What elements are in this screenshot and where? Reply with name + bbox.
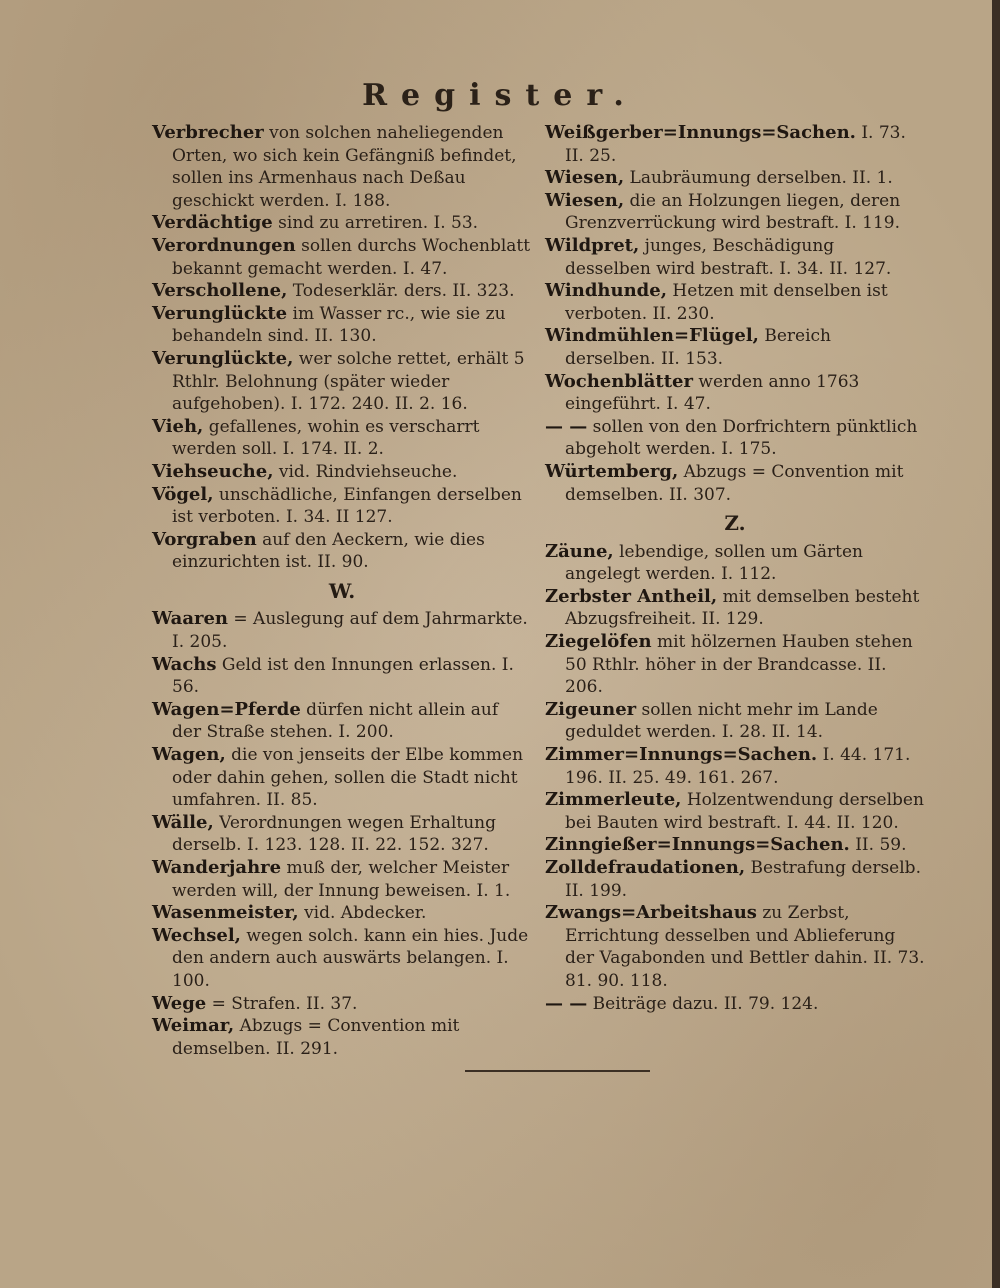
index-entry [545,744,925,789]
page-edge [992,0,1000,1288]
entry-text: lebendige, sollen um Gärten angelegt werden. I. 112. [565,541,863,585]
entry-text: dürfen nicht allein auf der Straße stehen. I. 200. [172,699,499,743]
index-entry [545,631,925,699]
entry-headword: Wagen=Pferde [152,698,301,720]
entry-text: sollen nicht mehr im Lande geduldet werden. I. 28. II. 14. [565,699,878,743]
entry-headword: Verschollene, [152,280,288,302]
entry-text: wegen solch. kann ein hies. Jude den andern auch auswärts belangen. I. 100. [172,925,529,991]
entry-text: Abzugs = Convention mit demselben. II. 291. [172,1016,460,1059]
index-entry [152,212,532,235]
right-column [545,122,925,1015]
entry-headword: Zinngießer=Innungs=Sachen. [545,834,850,856]
index-entry [545,699,925,744]
entry-headword: Weimar, [152,1015,235,1037]
entries-v [152,122,532,574]
entry-headword: Wiesen, [545,167,625,189]
index-entry [152,699,532,744]
index-entry [152,348,532,416]
index-entry [152,303,532,348]
entry-text: mit demselben besteht Abzugsfreiheit. II. 129. [565,586,920,630]
entry-headword: Zimmerleute, [545,789,682,811]
index-entry [152,993,532,1016]
end-rule [465,1070,650,1072]
entry-headword: Wiesen, [545,189,625,211]
index-entry [545,834,925,857]
entry-text: von solchen naheliegenden Orten, wo sich kein Gefängniß befindet, sollen ins Armenhaus nach Deßau geschickt werden. I. 188. [172,123,517,211]
entry-headword: Wasenmeister, [152,902,299,924]
page-title: Register. [362,78,638,113]
entry-text: Todeserklär. ders. II. 323. [287,281,515,302]
index-entry [545,371,925,416]
index-entry [152,122,532,212]
entry-headword: Wachs [152,653,217,675]
index-entry [152,1015,532,1060]
index-entry [545,586,925,631]
index-entry [152,529,532,574]
entry-headword: Vögel, [152,483,214,505]
entry-text: Verordnungen wegen Erhaltung derselb. I. 123. 128. II. 22. 152. 327. [172,812,496,856]
entry-headword: Verordnungen [152,234,296,256]
entry-headword: Vorgraben [152,528,257,550]
entry-headword: Zerbster Antheil, [545,585,718,607]
entry-text: die an Holzungen liegen, deren Grenzverrückung wird bestraft. I. 119. [565,190,901,234]
entry-text: im Wasser rc., wie sie zu behandeln sind. II. 130. [172,303,506,347]
entry-headword: Zimmer=Innungs=Sachen. [545,744,818,766]
section-heading-z: Z. [724,511,746,536]
entry-headword: Windhunde, [545,280,667,302]
entry-headword: Wege [152,992,207,1014]
index-entry [152,484,532,529]
entry-text: = Strafen. II. 37. [206,993,358,1014]
entry-headword: Zolldefraudationen, [545,857,746,878]
entry-headword: — — [545,415,588,437]
entry-headword: Zigeuner [545,698,637,720]
entry-headword: Verbrecher [152,122,264,143]
index-entry [152,608,532,653]
entry-headword: Ziegelöfen [545,631,652,653]
index-entry [152,857,532,902]
index-entry [152,654,532,699]
entry-text: Laubräumung derselben. II. 1. [624,168,893,189]
entry-text: die von jenseits der Elbe kommen oder dahin gehen, sollen die Stadt nicht umfahren. II. 85. [172,745,524,811]
index-entry [152,280,532,303]
entry-headword: Wanderjahre [152,857,282,878]
entry-text: unschädliche, Einfangen derselben ist verboten. I. 34. II 127. [172,484,522,528]
entry-headword: Würtemberg, [545,460,679,482]
index-entry [545,122,925,167]
index-entry [545,902,925,992]
entry-text: sollen von den Dorfrichtern pünktlich abgeholt werden. I. 175. [565,416,918,460]
entry-text: I. 44. 171. 196. II. 25. 49. 161. 267. [565,745,911,788]
index-entry [545,461,925,506]
index-entry [545,416,925,461]
entries-z [545,541,925,1015]
index-entry [545,235,925,280]
index-entry [152,925,532,993]
entries-w-continued [545,122,925,506]
entry-text: auf den Aeckern, wie dies einzurichten ist. II. 90. [172,529,485,573]
entry-text: vid. Abdecker. [298,903,427,924]
entry-headword: Wälle, [152,811,214,833]
entry-text: Geld ist den Innungen erlassen. I. 56. [172,654,514,698]
entries-w [152,608,532,1060]
entry-headword: Zwangs=Arbeitshaus [545,902,757,924]
entry-text: Bestrafung derselb. II. 199. [565,858,921,901]
entry-headword: Verunglückte, [152,347,294,369]
entry-text: muß der, welcher Meister werden will, der Innung beweisen. I. 1. [172,858,511,901]
index-entry [545,167,925,190]
index-entry [152,461,532,484]
entry-text: Bereich derselben. II. 153. [565,326,831,369]
index-entry [152,235,532,280]
entry-text: I. 73. II. 25. [565,123,906,166]
entry-text: Beiträge dazu. II. 79. 124. [587,993,819,1014]
entry-headword: Wildpret, [545,234,640,256]
index-entry [545,325,925,370]
index-entry [545,857,925,902]
entry-text: II. 59. [849,835,907,856]
index-entry [545,280,925,325]
entry-headword: Windmühlen=Flügel, [545,325,759,347]
entry-text: sind zu arretiren. I. 53. [272,213,479,234]
entry-headword: Viehseuche, [152,460,274,482]
entry-headword: Wechsel, [152,924,241,946]
entry-headword: Vieh, [152,415,204,437]
entry-headword: Waaren [152,608,228,630]
entry-text: Holzentwendung derselben bei Bauten wird bestraft. I. 44. II. 120. [565,790,924,833]
entry-headword: Wochenblätter [545,370,693,392]
entry-text: Hetzen mit denselben ist verboten. II. 230. [565,281,888,324]
entry-text: junges, Beschädigung desselben wird bestraft. I. 34. II. 127. [565,235,892,279]
index-entry [152,416,532,461]
index-entry [545,789,925,834]
index-entry [545,993,925,1016]
index-entry [152,902,532,925]
entry-headword: Wagen, [152,744,226,766]
entry-text: sollen durchs Wochenblatt bekannt gemacht werden. I. 47. [172,235,531,279]
index-entry [545,190,925,235]
entry-text: wer solche rettet, erhält 5 Rthlr. Belohnung (später wieder aufgehoben). I. 172. 240. II. 2. 16. [172,348,525,415]
index-entry [152,812,532,857]
index-entry [152,744,532,812]
entry-text: mit hölzernen Hauben stehen 50 Rthlr. höher in der Brandcasse. II. 206. [565,632,913,698]
entry-headword: — — [545,992,588,1014]
section-heading-w: W. [328,578,356,603]
entry-headword: Verdächtige [152,212,273,234]
entry-headword: Verunglückte [152,302,288,324]
index-entry [545,541,925,586]
entry-text: zu Zerbst, Errichtung desselben und Ablieferung der Vagabonden und Bettler dahin. II. 73. 81. 90. 118. [565,903,925,991]
entry-text: vid. Rindviehseuche. [273,461,458,482]
entry-text: werden anno 1763 eingeführt. I. 47. [565,371,860,415]
entry-headword: Zäune, [545,540,614,562]
entry-text: gefallenes, wohin es verscharrt werden soll. I. 174. II. 2. [172,416,480,460]
entry-headword: Weißgerber=Innungs=Sachen. [545,122,856,143]
entry-text: = Auslegung auf dem Jahrmarkte. I. 205. [172,609,528,653]
entry-text: Abzugs = Convention mit demselben. II. 307. [565,461,904,505]
left-column [152,122,532,1060]
